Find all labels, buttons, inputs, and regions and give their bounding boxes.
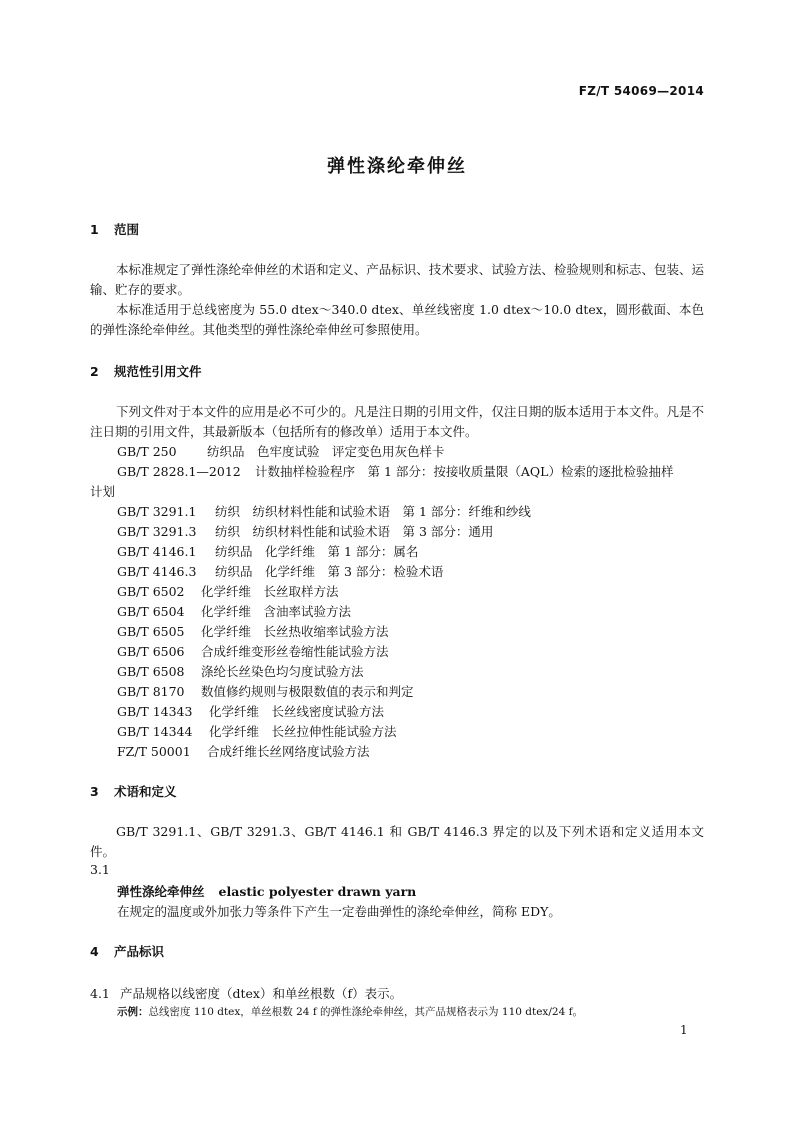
reference-item: GB/T 14344 化学纤维 长丝拉伸性能试验方法 — [117, 724, 397, 739]
reference-item: GB/T 6506 合成纤维变形丝卷缩性能试验方法 — [117, 644, 389, 659]
section-number: 2 — [90, 364, 99, 379]
term-english: elastic polyester drawn yarn — [218, 884, 417, 899]
reference-item: GB/T 14343 化学纤维 长丝线密度试验方法 — [117, 704, 385, 719]
reference-item: GB/T 8170 数值修约规则与极限数值的表示和判定 — [117, 684, 414, 699]
section-1-heading — [90, 220, 139, 238]
example-label: 示例： — [117, 1006, 149, 1018]
clause-4-1 — [90, 984, 402, 1002]
example-line — [117, 1004, 583, 1019]
document-title: 弹性涤纶牵伸丝 — [327, 156, 467, 177]
section-title: 范围 — [114, 222, 140, 237]
reference-item: GB/T 6505 化学纤维 长丝热收缩率试验方法 — [117, 624, 389, 639]
clause-text: 产品规格以线密度（dtex）和单丝根数（f）表示。 — [120, 986, 403, 1001]
clause-number: 3.1 — [90, 862, 110, 877]
reference-item: GB/T 6502 化学纤维 长丝取样方法 — [117, 584, 339, 599]
section-title: 术语和定义 — [114, 784, 177, 799]
reference-item: FZ/T 50001 合成纤维长丝网络度试验方法 — [117, 744, 370, 759]
section-2-heading — [90, 362, 202, 380]
page-number: 1 — [680, 1023, 688, 1037]
scope-paragraph-2: 本标准适用于总线密度为 55.0 dtex～340.0 dtex、单丝线密度 1.0 dtex～10.0 dtex，圆形截面、本色的弹性涤纶牵伸丝。其他类型的弹性涤纶牵伸丝可参照使用。 — [90, 302, 704, 337]
normative-intro-paragraph: 下列文件对于本文件的应用是必不可少的。凡是注日期的引用文件，仅注日期的版本适用于本文件。凡是不注日期的引用文件，其最新版本（包括所有的修改单）适用于本文件。 — [90, 404, 704, 439]
term-entry — [117, 882, 416, 900]
reference-item: GB/T 6508 涤纶长丝染色均匀度试验方法 — [117, 664, 364, 679]
section-4-heading — [90, 942, 164, 960]
clause-number: 4.1 — [90, 986, 110, 1001]
section-3-heading — [90, 782, 177, 800]
section-number: 1 — [90, 222, 99, 237]
reference-item: GB/T 4146.1 纺织品 化学纤维 第 1 部分：属名 — [117, 544, 419, 559]
term-chinese: 弹性涤纶牵伸丝 — [117, 884, 205, 899]
section-title: 规范性引用文件 — [114, 364, 202, 379]
scope-paragraph-1: 本标准规定了弹性涤纶牵伸丝的术语和定义、产品标识、技术要求、试验方法、检验规则和标志、包装、运输、贮存的要求。 — [90, 262, 704, 297]
example-text: 总线密度 110 dtex，单丝根数 24 f 的弹性涤纶牵伸丝，其产品规格表示为 110 dtex/24 f。 — [148, 1006, 583, 1018]
reference-item: GB/T 6504 化学纤维 含油率试验方法 — [117, 604, 352, 619]
reference-item: GB/T 3291.1 纺织 纺织材料性能和试验术语 第 1 部分：纤维和纱线 — [117, 504, 531, 519]
section-number: 4 — [90, 944, 99, 959]
section-number: 3 — [90, 784, 99, 799]
terms-intro-paragraph: GB/T 3291.1、GB/T 3291.3、GB/T 4146.1 和 GB/T 4146.3 界定的以及下列术语和定义适用本文件。 — [90, 824, 704, 859]
reference-item: GB/T 250 纺织品 色牢度试验 评定变色用灰色样卡 — [117, 444, 445, 459]
term-definition: 在规定的温度或外加张力等条件下产生一定卷曲弹性的涤纶牵伸丝，简称 EDY。 — [117, 904, 561, 919]
section-title: 产品标识 — [114, 944, 165, 959]
reference-item: GB/T 3291.3 纺织 纺织材料性能和试验术语 第 3 部分：通用 — [117, 524, 494, 539]
reference-continuation: 计划 — [90, 484, 116, 499]
standard-number: FZ/T 54069—2014 — [578, 84, 704, 98]
reference-item: GB/T 4146.3 纺织品 化学纤维 第 3 部分：检验术语 — [117, 564, 444, 579]
reference-item: GB/T 2828.1—2012 计数抽样检验程序 第 1 部分：按接收质量限（AQL）检索的逐批检验抽样 — [117, 464, 674, 479]
